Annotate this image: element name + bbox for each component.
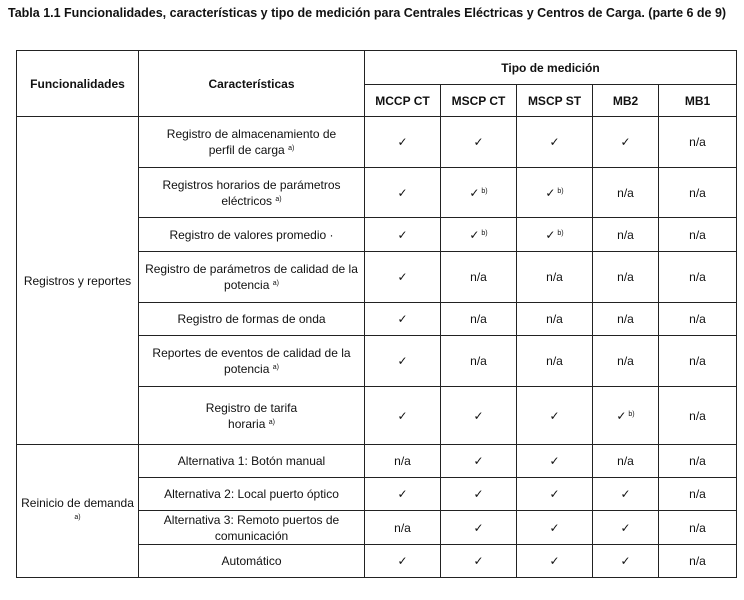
funcionalidad-label: Registros y reportes [23,273,132,288]
header-col: MB2 [593,85,659,117]
check-icon: ✓ [620,487,631,501]
funcionalidad-label: Reinicio de demanda [21,496,134,510]
medicion-cell [593,545,659,578]
medicion-cell [517,511,593,545]
footnote-mark: a) [275,195,282,203]
check-icon: ✓ [473,487,484,501]
check-icon: ✓ [397,554,408,568]
medicion-cell [593,117,659,168]
caracteristica-cell [139,303,365,336]
medicion-cell [659,511,737,545]
medicion-cell [365,252,441,303]
caracteristica-line1: Registro de tarifa [205,400,298,415]
header-col: MB1 [659,85,737,117]
na-value: n/a [689,135,706,149]
medicion-cell [441,387,517,445]
medicion-cell [517,168,593,218]
medicion-cell [517,387,593,445]
caracteristica-line2: comunicación [214,528,289,543]
medicion-cell [365,336,441,387]
medicion-cell [441,252,517,303]
medicion-cell [365,303,441,336]
medicion-cell [593,478,659,511]
medicion-cell [659,387,737,445]
check-icon: ✓ [549,554,560,568]
funcionalidad-cell [17,445,139,578]
medicion-cell [517,445,593,478]
medicion-cell [365,511,441,545]
na-value: n/a [689,487,706,501]
na-value: n/a [617,227,634,242]
medicion-cell [593,303,659,336]
na-value: n/a [394,454,411,468]
medicion-cell [517,117,593,168]
caracteristica-cell [139,545,365,578]
na-value: n/a [470,354,487,368]
caracteristica-cell [139,252,365,303]
medicion-cell [365,478,441,511]
medicion-cell [441,218,517,252]
check-icon: ✓ [397,354,408,368]
footnote-mark: b) [479,230,488,237]
medicion-cell [365,387,441,445]
check-icon: ✓ [397,270,408,284]
caracteristica-cell [139,478,365,511]
na-value: n/a [617,270,634,284]
check-icon: ✓ [473,408,484,423]
check-icon: ✓ [397,227,408,242]
footnote-mark: b) [555,188,564,195]
caracteristica-cell [139,218,365,252]
header-caracteristicas: Características [139,51,365,117]
na-value: n/a [470,312,487,326]
medicion-cell [659,168,737,218]
na-value: n/a [689,554,706,568]
na-value: n/a [689,312,706,326]
check-icon: ✓ [549,454,560,468]
table-row [17,117,737,168]
medicion-cell [441,168,517,218]
medicion-cell [365,117,441,168]
caracteristica-line2: potencia [224,362,273,376]
na-value: n/a [689,185,706,200]
caracteristica-line1: Registro de formas de onda [177,312,326,326]
medicion-cell [659,303,737,336]
check-icon: ✓ [473,520,484,535]
check-icon: ✓ [473,454,484,468]
medicion-cell [441,545,517,578]
table-row [17,445,737,478]
medicion-cell [659,218,737,252]
caracteristica-cell [139,336,365,387]
medicion-cell [659,445,737,478]
header-col: MCCP CT [365,85,441,117]
medicion-cell [593,387,659,445]
na-value: n/a [546,312,563,326]
footnote-mark: b) [626,411,635,418]
header-col: MSCP CT [441,85,517,117]
check-icon: ✓ [397,408,408,423]
medicion-cell [659,545,737,578]
footnote-mark: a) [272,280,279,287]
header-tipo-medicion: Tipo de medición [365,51,737,85]
check-icon: ✓ [397,135,408,149]
caracteristica-line2: horaria [228,416,269,431]
header-funcionalidades: Funcionalidades [17,51,139,117]
medicion-cell [517,478,593,511]
medicion-cell [365,545,441,578]
caracteristica-cell [139,117,365,168]
caracteristica-line2: potencia [224,278,273,292]
medicion-cell [441,445,517,478]
na-value: n/a [689,454,706,468]
check-icon: ✓ [549,520,560,535]
medicion-cell [441,117,517,168]
na-value: n/a [617,312,634,326]
footnote-mark: a) [288,145,295,152]
check-icon: ✓ [545,186,556,200]
check-icon: ✓ [469,228,480,242]
na-value: n/a [546,270,563,284]
medicion-cell [517,336,593,387]
na-value: n/a [617,454,634,468]
caracteristica-line1: Reportes de eventos de calidad de la [152,346,351,360]
medicion-cell [593,336,659,387]
caracteristica-line1: Alternativa 2: Local puerto óptico [164,487,339,501]
medicion-cell [517,218,593,252]
medicion-cell [441,336,517,387]
medicion-cell [659,252,737,303]
footnote-mark: b) [479,188,488,195]
check-icon: ✓ [473,554,484,568]
check-icon: ✓ [620,554,631,568]
medicion-cell [365,168,441,218]
medicion-cell [593,168,659,218]
footnote-mark: a) [268,418,275,426]
medicion-cell [593,511,659,545]
footnote-mark: b) [555,230,564,237]
na-value: n/a [617,354,634,368]
check-icon: ✓ [620,135,631,149]
medicion-cell [517,252,593,303]
check-icon: ✓ [397,185,408,200]
caracteristica-line1: Automático [221,554,282,568]
medicion-cell [659,117,737,168]
medicion-cell [365,218,441,252]
caracteristica-line1: Registro de valores promedio · [169,227,334,242]
na-value: n/a [470,270,487,284]
check-icon: ✓ [549,408,560,423]
caracteristica-cell [139,445,365,478]
header-col: MSCP ST [517,85,593,117]
na-value: n/a [617,185,634,200]
check-icon: ✓ [397,487,408,501]
na-value: n/a [394,520,411,535]
caracteristica-line1: Alternativa 1: Botón manual [177,454,326,468]
caracteristica-line1: Alternativa 3: Remoto puertos de [163,512,340,527]
na-value: n/a [689,354,706,368]
caracteristica-cell [139,387,365,445]
na-value: n/a [689,227,706,242]
check-icon: ✓ [549,135,560,149]
caracteristica-line2: eléctricos [221,193,276,208]
footnote-mark: a) [272,364,279,371]
check-icon: ✓ [469,186,480,200]
check-icon: ✓ [549,487,560,501]
na-value: n/a [689,270,706,284]
footnote-mark: a) [74,514,81,521]
caracteristica-cell [139,168,365,218]
table-body [17,117,737,578]
medicion-cell [517,303,593,336]
data-table [16,50,737,578]
caracteristica-line1: Registros horarios de parámetros [162,177,341,192]
medicion-cell [441,511,517,545]
check-icon: ✓ [397,312,408,326]
check-icon: ✓ [545,228,556,242]
caracteristica-line2: perfil de carga [208,143,289,157]
check-icon: ✓ [616,409,627,423]
check-icon: ✓ [473,135,484,149]
caracteristica-line1: Registro de almacenamiento de [166,127,337,141]
medicion-cell [659,478,737,511]
table-title: Tabla 1.1 Funcionalidades, características y tipo de medición para Centrales Eléctricas y Centros de Carga. (parte 6 de 9) [8,6,727,20]
medicion-cell [365,445,441,478]
medicion-cell [593,445,659,478]
na-value: n/a [546,354,563,368]
medicion-cell [593,252,659,303]
medicion-cell [441,303,517,336]
funcionalidad-cell [17,117,139,445]
medicion-cell [593,218,659,252]
na-value: n/a [689,408,706,423]
caracteristica-cell [139,511,365,545]
check-icon: ✓ [620,520,631,535]
na-value: n/a [689,520,706,535]
caracteristica-line1: Registro de parámetros de calidad de la [145,262,358,276]
medicion-cell [517,545,593,578]
medicion-cell [659,336,737,387]
medicion-cell [441,478,517,511]
